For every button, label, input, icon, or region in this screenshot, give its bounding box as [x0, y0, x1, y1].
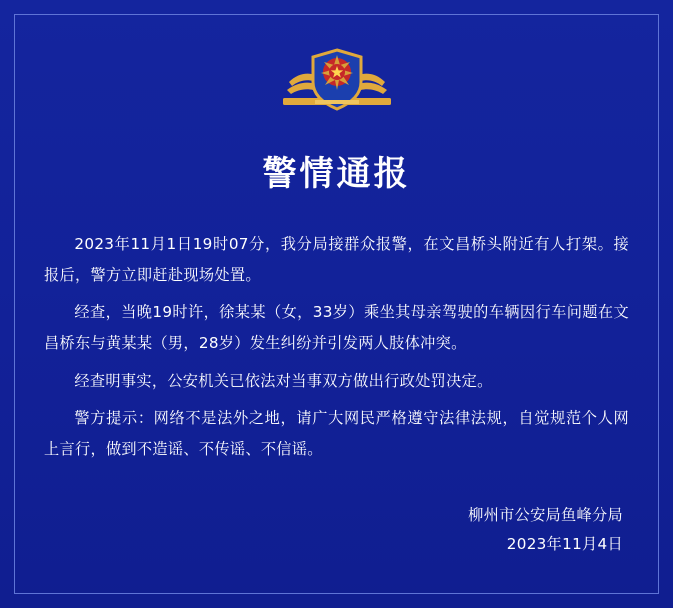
body-paragraph-1: 2023年11月1日19时07分，我分局接群众报警，在文昌桥头附近有人打架。接报后，警方立即赶赴现场处置。: [44, 235, 629, 285]
issuing-organization: 柳州市公安局鱼峰分局: [468, 505, 623, 524]
announcement-body: [44, 229, 629, 471]
signature-block: [44, 501, 629, 582]
body-paragraph-2: 经查，当晚19时许，徐某某（女，33岁）乘坐其母亲驾驶的车辆因行车问题在文昌桥东与黄某某（男，28岁）发生纠纷并引发两人肢体冲突。: [44, 303, 629, 353]
body-paragraph-4: 警方提示：网络不是法外之地，请广大网民严格遵守法律法规，自觉规范个人网上言行，做到不造谣、不传谣、不信谣。: [44, 408, 629, 458]
issue-date: 2023年11月4日: [506, 535, 623, 554]
emblem-container: [44, 42, 629, 120]
body-paragraph-3: 经查明事实，公安机关已依法对当事双方做出行政处罚决定。: [74, 371, 493, 390]
police-badge-emblem-icon: [281, 42, 393, 120]
page-title: 警情通报: [262, 154, 411, 194]
